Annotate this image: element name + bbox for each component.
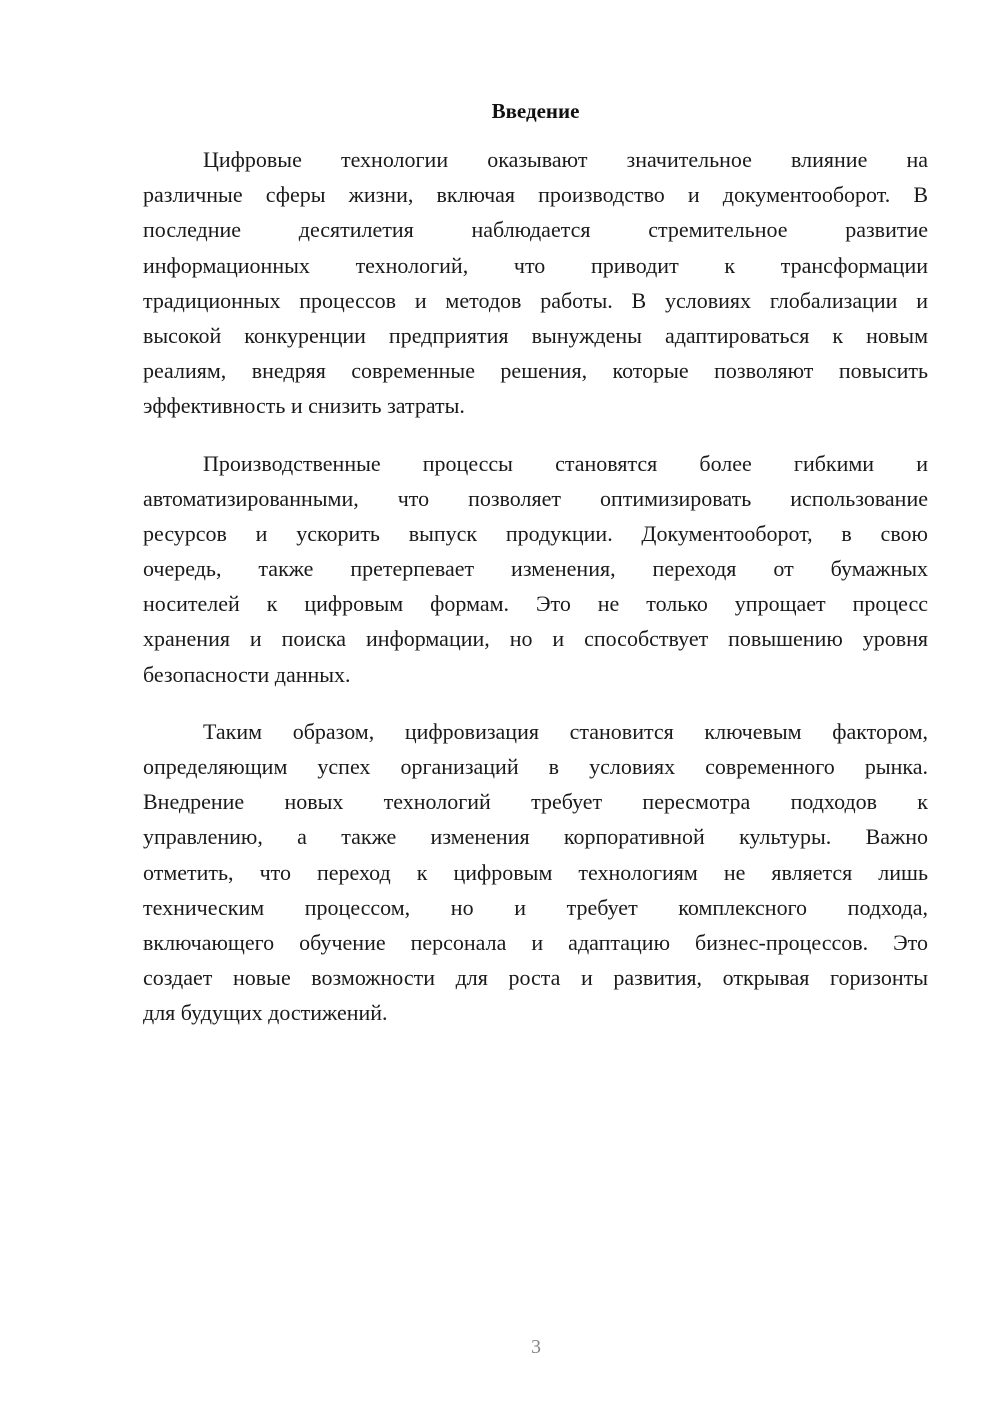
paragraph-line: очередь, также претерпевает изменения, переходя от бумажных (143, 556, 928, 582)
paragraph-line: создает новые возможности для роста и развития, открывая горизонты (143, 965, 928, 991)
paragraph-2 (143, 446, 928, 692)
paragraph-line: различные сферы жизни, включая производство и документооборот. В (143, 182, 928, 208)
paragraph-line: традиционных процессов и методов работы. В условиях глобализации и (143, 287, 928, 313)
page-number: 3 (531, 1336, 541, 1358)
paragraph-3 (143, 714, 928, 1031)
paragraph-1 (143, 142, 928, 424)
document-body (143, 142, 928, 1053)
paragraph-line: отметить, что переход к цифровым технологиям не является лишь (143, 859, 928, 885)
paragraph-line: носителей к цифровым формам. Это не только упрощает процесс (143, 591, 928, 617)
paragraph-line: управлению, а также изменения корпоративной культуры. Важно (143, 824, 928, 850)
paragraph-line: ресурсов и ускорить выпуск продукции. Документооборот, в свою (143, 520, 928, 546)
paragraph-line: эффективность и снизить затраты. (143, 393, 465, 419)
paragraph-line: Цифровые технологии оказывают значительное влияние на (203, 147, 928, 172)
paragraph-line: Внедрение новых технологий требует пересмотра подходов к (143, 789, 928, 815)
paragraph-line: последние десятилетия наблюдается стремительное развитие (143, 217, 928, 243)
paragraph-line: включающего обучение персонала и адаптацию бизнес-процессов. Это (143, 929, 928, 955)
paragraph-line: реалиям, внедряя современные решения, которые позволяют повысить (143, 358, 928, 384)
paragraph-line: информационных технологий, что приводит к трансформации (143, 252, 928, 278)
paragraph-line: для будущих достижений. (143, 1000, 388, 1026)
paragraph-line: Таким образом, цифровизация становится ключевым фактором, (203, 718, 928, 744)
paragraph-line: техническим процессом, но и требует комплексного подхода, (143, 894, 928, 920)
paragraph-line: хранения и поиска информации, но и способствует повышению уровня (143, 626, 928, 652)
paragraph-line: высокой конкуренции предприятия вынуждены адаптироваться к новым (143, 322, 928, 348)
section-heading: Введение (491, 99, 580, 123)
paragraph-line: автоматизированными, что позволяет оптимизировать использование (143, 485, 928, 511)
paragraph-line: определяющим успех организаций в условиях современного рынка. (143, 754, 928, 779)
paragraph-line: безопасности данных. (143, 661, 351, 687)
paragraph-line: Производственные процессы становятся более гибкими и (203, 450, 928, 476)
